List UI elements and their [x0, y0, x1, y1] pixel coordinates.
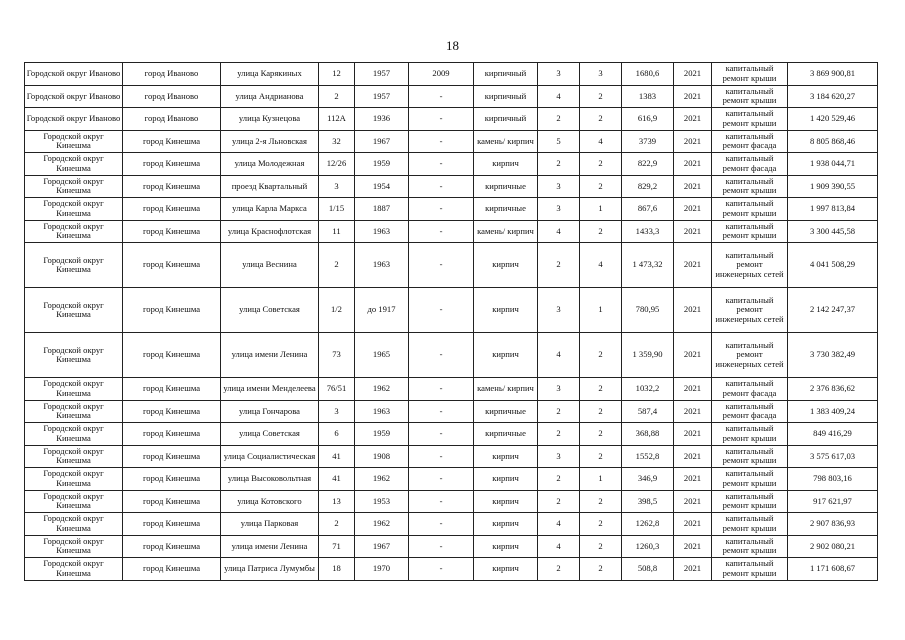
cell-cost: 8 805 868,46 — [788, 130, 878, 153]
cell-work-type: капитальный ремонт крыши — [712, 558, 788, 581]
cell-plan-year: 2021 — [674, 333, 712, 378]
cell-built-year: 1967 — [355, 130, 409, 153]
cell-built-year: 1959 — [355, 423, 409, 446]
cell-work-type: капитальный ремонт фасада — [712, 378, 788, 401]
cell-house: 13 — [319, 490, 355, 513]
table-body — [25, 63, 878, 581]
cell-wall-material: камень/ кирпич — [474, 378, 538, 401]
cell-entrances: 2 — [580, 175, 622, 198]
cell-area: 1 473,32 — [622, 243, 674, 288]
cell-work-type: капитальный ремонт крыши — [712, 445, 788, 468]
cell-municipality: Городской округ Кинешма — [25, 333, 123, 378]
cell-renovation-year: - — [409, 490, 474, 513]
cell-built-year: 1957 — [355, 85, 409, 108]
cell-entrances: 2 — [580, 108, 622, 131]
cell-settlement: город Кинешма — [123, 468, 221, 491]
cell-house: 71 — [319, 535, 355, 558]
cell-wall-material: кирпичный — [474, 63, 538, 86]
cell-municipality: Городской округ Иваново — [25, 108, 123, 131]
cell-house: 1/2 — [319, 288, 355, 333]
cell-built-year: 1970 — [355, 558, 409, 581]
cell-floors: 4 — [538, 513, 580, 536]
cell-house: 2 — [319, 85, 355, 108]
cell-renovation-year: - — [409, 220, 474, 243]
cell-entrances: 1 — [580, 468, 622, 491]
cell-work-type: капитальный ремонт крыши — [712, 63, 788, 86]
cell-work-type: капитальный ремонт инженерных сетей — [712, 333, 788, 378]
cell-entrances: 4 — [580, 243, 622, 288]
cell-settlement: город Кинешма — [123, 198, 221, 221]
cell-cost: 2 142 247,37 — [788, 288, 878, 333]
table-row — [25, 333, 878, 378]
cell-floors: 3 — [538, 378, 580, 401]
cell-built-year: 1963 — [355, 400, 409, 423]
cell-work-type: капитальный ремонт крыши — [712, 423, 788, 446]
cell-house: 3 — [319, 175, 355, 198]
cell-house: 41 — [319, 468, 355, 491]
cell-cost: 3 730 382,49 — [788, 333, 878, 378]
cell-entrances: 2 — [580, 558, 622, 581]
cell-area: 867,6 — [622, 198, 674, 221]
cell-wall-material: кирпич — [474, 445, 538, 468]
cell-plan-year: 2021 — [674, 63, 712, 86]
table-row — [25, 535, 878, 558]
cell-street: улица Андрианова — [221, 85, 319, 108]
cell-wall-material: камень/ кирпич — [474, 220, 538, 243]
cell-entrances: 2 — [580, 220, 622, 243]
cell-street: улица Кузнецова — [221, 108, 319, 131]
cell-entrances: 2 — [580, 400, 622, 423]
cell-wall-material: кирпичные — [474, 175, 538, 198]
cell-floors: 4 — [538, 535, 580, 558]
cell-area: 1262,8 — [622, 513, 674, 536]
cell-floors: 2 — [538, 423, 580, 446]
table-row — [25, 445, 878, 468]
table-row — [25, 288, 878, 333]
cell-renovation-year: - — [409, 513, 474, 536]
cell-plan-year: 2021 — [674, 445, 712, 468]
cell-settlement: город Кинешма — [123, 513, 221, 536]
table-row — [25, 378, 878, 401]
cell-municipality: Городской округ Иваново — [25, 63, 123, 86]
cell-floors: 2 — [538, 108, 580, 131]
cell-street: улица Карла Маркса — [221, 198, 319, 221]
cell-floors: 3 — [538, 288, 580, 333]
cell-municipality: Городской округ Кинешма — [25, 513, 123, 536]
cell-municipality: Городской округ Кинешма — [25, 220, 123, 243]
cell-entrances: 1 — [580, 198, 622, 221]
cell-built-year: 1953 — [355, 490, 409, 513]
cell-street: улица Гончарова — [221, 400, 319, 423]
cell-wall-material: кирпичный — [474, 85, 538, 108]
cell-street: улица Высоковольтная — [221, 468, 319, 491]
cell-area: 1383 — [622, 85, 674, 108]
cell-built-year: 1908 — [355, 445, 409, 468]
cell-cost: 1 171 608,67 — [788, 558, 878, 581]
page-number: 18 — [446, 38, 459, 53]
table-row — [25, 153, 878, 176]
cell-floors: 2 — [538, 558, 580, 581]
cell-plan-year: 2021 — [674, 513, 712, 536]
cell-floors: 5 — [538, 130, 580, 153]
cell-renovation-year: - — [409, 130, 474, 153]
cell-renovation-year: - — [409, 243, 474, 288]
cell-work-type: капитальный ремонт крыши — [712, 108, 788, 131]
cell-cost: 798 803,16 — [788, 468, 878, 491]
cell-street: улица Карякиных — [221, 63, 319, 86]
cell-area: 822,9 — [622, 153, 674, 176]
cell-built-year: до 1917 — [355, 288, 409, 333]
cell-wall-material: кирпич — [474, 333, 538, 378]
cell-work-type: капитальный ремонт крыши — [712, 85, 788, 108]
cell-wall-material: кирпич — [474, 243, 538, 288]
cell-plan-year: 2021 — [674, 490, 712, 513]
cell-settlement: город Кинешма — [123, 445, 221, 468]
cell-municipality: Городской округ Кинешма — [25, 198, 123, 221]
cell-renovation-year: - — [409, 333, 474, 378]
cell-cost: 4 041 508,29 — [788, 243, 878, 288]
cell-street: улица Советская — [221, 423, 319, 446]
cell-street: улица 2-я Льновская — [221, 130, 319, 153]
cell-wall-material: кирпичный — [474, 108, 538, 131]
cell-floors: 3 — [538, 445, 580, 468]
cell-house: 1/15 — [319, 198, 355, 221]
cell-work-type: капитальный ремонт фасада — [712, 153, 788, 176]
cell-area: 346,9 — [622, 468, 674, 491]
cell-floors: 4 — [538, 85, 580, 108]
cell-municipality: Городской округ Кинешма — [25, 243, 123, 288]
cell-built-year: 1957 — [355, 63, 409, 86]
cell-plan-year: 2021 — [674, 378, 712, 401]
cell-renovation-year: - — [409, 288, 474, 333]
cell-settlement: город Кинешма — [123, 288, 221, 333]
cell-street: улица Веснина — [221, 243, 319, 288]
cell-municipality: Городской округ Кинешма — [25, 468, 123, 491]
cell-settlement: город Кинешма — [123, 333, 221, 378]
table-row — [25, 130, 878, 153]
cell-cost: 1 997 813,84 — [788, 198, 878, 221]
cell-area: 829,2 — [622, 175, 674, 198]
cell-entrances: 2 — [580, 153, 622, 176]
cell-street: улица Патриса Лумумбы — [221, 558, 319, 581]
cell-cost: 3 575 617,03 — [788, 445, 878, 468]
cell-house: 2 — [319, 513, 355, 536]
cell-cost: 3 300 445,58 — [788, 220, 878, 243]
cell-plan-year: 2021 — [674, 198, 712, 221]
cell-built-year: 1936 — [355, 108, 409, 131]
cell-built-year: 1962 — [355, 378, 409, 401]
cell-work-type: капитальный ремонт фасада — [712, 400, 788, 423]
cell-settlement: город Кинешма — [123, 220, 221, 243]
cell-built-year: 1887 — [355, 198, 409, 221]
cell-built-year: 1967 — [355, 535, 409, 558]
cell-municipality: Городской округ Кинешма — [25, 288, 123, 333]
cell-settlement: город Иваново — [123, 85, 221, 108]
cell-settlement: город Кинешма — [123, 423, 221, 446]
repair-register-table — [24, 62, 878, 581]
cell-area: 1552,8 — [622, 445, 674, 468]
cell-area: 508,8 — [622, 558, 674, 581]
cell-built-year: 1962 — [355, 468, 409, 491]
cell-entrances: 1 — [580, 288, 622, 333]
cell-floors: 3 — [538, 175, 580, 198]
table-row — [25, 243, 878, 288]
cell-renovation-year: - — [409, 558, 474, 581]
cell-cost: 1 420 529,46 — [788, 108, 878, 131]
cell-cost: 849 416,29 — [788, 423, 878, 446]
cell-plan-year: 2021 — [674, 108, 712, 131]
cell-cost: 3 869 900,81 — [788, 63, 878, 86]
cell-municipality: Городской округ Кинешма — [25, 153, 123, 176]
cell-entrances: 2 — [580, 85, 622, 108]
cell-plan-year: 2021 — [674, 423, 712, 446]
cell-street: улица Котовского — [221, 490, 319, 513]
table-row — [25, 85, 878, 108]
cell-cost: 1 909 390,55 — [788, 175, 878, 198]
cell-area: 368,88 — [622, 423, 674, 446]
cell-work-type: капитальный ремонт крыши — [712, 490, 788, 513]
cell-settlement: город Кинешма — [123, 535, 221, 558]
cell-cost: 2 902 080,21 — [788, 535, 878, 558]
cell-municipality: Городской округ Кинешма — [25, 490, 123, 513]
cell-street: улица Краснофлотская — [221, 220, 319, 243]
cell-area: 1 359,90 — [622, 333, 674, 378]
cell-entrances: 3 — [580, 63, 622, 86]
cell-entrances: 4 — [580, 130, 622, 153]
table-row — [25, 108, 878, 131]
table-row — [25, 468, 878, 491]
cell-work-type: капитальный ремонт крыши — [712, 513, 788, 536]
cell-house: 2 — [319, 243, 355, 288]
cell-renovation-year: - — [409, 535, 474, 558]
cell-cost: 2 907 836,93 — [788, 513, 878, 536]
table-row — [25, 558, 878, 581]
cell-street: улица Советская — [221, 288, 319, 333]
cell-floors: 2 — [538, 468, 580, 491]
cell-entrances: 2 — [580, 445, 622, 468]
cell-street: улица имени Ленина — [221, 333, 319, 378]
cell-cost: 917 621,97 — [788, 490, 878, 513]
cell-entrances: 2 — [580, 333, 622, 378]
cell-wall-material: кирпич — [474, 153, 538, 176]
cell-municipality: Городской округ Кинешма — [25, 558, 123, 581]
cell-wall-material: кирпич — [474, 490, 538, 513]
cell-floors: 2 — [538, 400, 580, 423]
table-row — [25, 423, 878, 446]
cell-house: 12 — [319, 63, 355, 86]
table-row — [25, 175, 878, 198]
cell-plan-year: 2021 — [674, 130, 712, 153]
cell-house: 41 — [319, 445, 355, 468]
cell-house: 18 — [319, 558, 355, 581]
cell-house: 11 — [319, 220, 355, 243]
cell-street: улица имени Ленина — [221, 535, 319, 558]
cell-plan-year: 2021 — [674, 558, 712, 581]
cell-floors: 2 — [538, 243, 580, 288]
cell-entrances: 2 — [580, 535, 622, 558]
cell-settlement: город Кинешма — [123, 243, 221, 288]
cell-settlement: город Кинешма — [123, 378, 221, 401]
cell-settlement: город Кинешма — [123, 400, 221, 423]
cell-wall-material: кирпич — [474, 288, 538, 333]
cell-settlement: город Кинешма — [123, 153, 221, 176]
cell-area: 3739 — [622, 130, 674, 153]
cell-area: 1680,6 — [622, 63, 674, 86]
cell-house: 73 — [319, 333, 355, 378]
cell-street: улица Социалистическая — [221, 445, 319, 468]
table-row — [25, 198, 878, 221]
cell-municipality: Городской округ Иваново — [25, 85, 123, 108]
cell-renovation-year: - — [409, 153, 474, 176]
cell-work-type: капитальный ремонт инженерных сетей — [712, 243, 788, 288]
cell-renovation-year: - — [409, 378, 474, 401]
cell-plan-year: 2021 — [674, 535, 712, 558]
cell-wall-material: кирпичные — [474, 198, 538, 221]
cell-area: 1032,2 — [622, 378, 674, 401]
cell-wall-material: кирпич — [474, 558, 538, 581]
cell-street: улица Молодежная — [221, 153, 319, 176]
cell-renovation-year: - — [409, 175, 474, 198]
cell-municipality: Городской округ Кинешма — [25, 445, 123, 468]
cell-area: 1433,3 — [622, 220, 674, 243]
cell-area: 1260,3 — [622, 535, 674, 558]
cell-municipality: Городской округ Кинешма — [25, 400, 123, 423]
cell-plan-year: 2021 — [674, 85, 712, 108]
cell-floors: 2 — [538, 490, 580, 513]
cell-floors: 4 — [538, 220, 580, 243]
cell-built-year: 1954 — [355, 175, 409, 198]
cell-cost: 2 376 836,62 — [788, 378, 878, 401]
cell-work-type: капитальный ремонт крыши — [712, 535, 788, 558]
cell-plan-year: 2021 — [674, 288, 712, 333]
cell-work-type: капитальный ремонт инженерных сетей — [712, 288, 788, 333]
table-row — [25, 63, 878, 86]
cell-wall-material: кирпич — [474, 468, 538, 491]
cell-municipality: Городской округ Кинешма — [25, 535, 123, 558]
cell-cost: 3 184 620,27 — [788, 85, 878, 108]
cell-renovation-year: 2009 — [409, 63, 474, 86]
cell-wall-material: кирпичные — [474, 400, 538, 423]
cell-renovation-year: - — [409, 198, 474, 221]
cell-renovation-year: - — [409, 85, 474, 108]
cell-renovation-year: - — [409, 400, 474, 423]
cell-plan-year: 2021 — [674, 220, 712, 243]
cell-floors: 3 — [538, 198, 580, 221]
cell-wall-material: кирпичные — [474, 423, 538, 446]
cell-area: 780,95 — [622, 288, 674, 333]
cell-floors: 4 — [538, 333, 580, 378]
table-row — [25, 400, 878, 423]
cell-settlement: город Кинешма — [123, 175, 221, 198]
cell-street: проезд Квартальный — [221, 175, 319, 198]
cell-house: 12/26 — [319, 153, 355, 176]
cell-cost: 1 938 044,71 — [788, 153, 878, 176]
cell-renovation-year: - — [409, 423, 474, 446]
cell-renovation-year: - — [409, 445, 474, 468]
cell-built-year: 1962 — [355, 513, 409, 536]
cell-work-type: капитальный ремонт крыши — [712, 198, 788, 221]
cell-settlement: город Кинешма — [123, 130, 221, 153]
cell-area: 398,5 — [622, 490, 674, 513]
table-row — [25, 490, 878, 513]
cell-area: 616,9 — [622, 108, 674, 131]
cell-plan-year: 2021 — [674, 175, 712, 198]
cell-plan-year: 2021 — [674, 153, 712, 176]
cell-renovation-year: - — [409, 468, 474, 491]
cell-house: 32 — [319, 130, 355, 153]
cell-municipality: Городской округ Кинешма — [25, 130, 123, 153]
cell-wall-material: кирпич — [474, 535, 538, 558]
cell-built-year: 1959 — [355, 153, 409, 176]
table-row — [25, 220, 878, 243]
cell-plan-year: 2021 — [674, 400, 712, 423]
cell-municipality: Городской округ Кинешма — [25, 423, 123, 446]
cell-plan-year: 2021 — [674, 468, 712, 491]
cell-house: 112А — [319, 108, 355, 131]
cell-street: улица Парковая — [221, 513, 319, 536]
cell-work-type: капитальный ремонт крыши — [712, 220, 788, 243]
cell-wall-material: кирпич — [474, 513, 538, 536]
table-row — [25, 513, 878, 536]
cell-built-year: 1963 — [355, 220, 409, 243]
cell-entrances: 2 — [580, 490, 622, 513]
cell-entrances: 2 — [580, 513, 622, 536]
cell-floors: 3 — [538, 63, 580, 86]
cell-work-type: капитальный ремонт фасада — [712, 130, 788, 153]
cell-house: 6 — [319, 423, 355, 446]
cell-municipality: Городской округ Кинешма — [25, 175, 123, 198]
cell-work-type: капитальный ремонт крыши — [712, 468, 788, 491]
cell-area: 587,4 — [622, 400, 674, 423]
cell-renovation-year: - — [409, 108, 474, 131]
cell-work-type: капитальный ремонт крыши — [712, 175, 788, 198]
cell-built-year: 1963 — [355, 243, 409, 288]
cell-built-year: 1965 — [355, 333, 409, 378]
cell-municipality: Городской округ Кинешма — [25, 378, 123, 401]
cell-house: 3 — [319, 400, 355, 423]
cell-entrances: 2 — [580, 423, 622, 446]
cell-settlement: город Кинешма — [123, 558, 221, 581]
cell-plan-year: 2021 — [674, 243, 712, 288]
cell-entrances: 2 — [580, 378, 622, 401]
cell-settlement: город Иваново — [123, 63, 221, 86]
cell-cost: 1 383 409,24 — [788, 400, 878, 423]
cell-wall-material: камень/ кирпич — [474, 130, 538, 153]
cell-house: 76/51 — [319, 378, 355, 401]
cell-floors: 2 — [538, 153, 580, 176]
cell-settlement: город Кинешма — [123, 490, 221, 513]
cell-street: улица имени Менделеева — [221, 378, 319, 401]
cell-settlement: город Иваново — [123, 108, 221, 131]
